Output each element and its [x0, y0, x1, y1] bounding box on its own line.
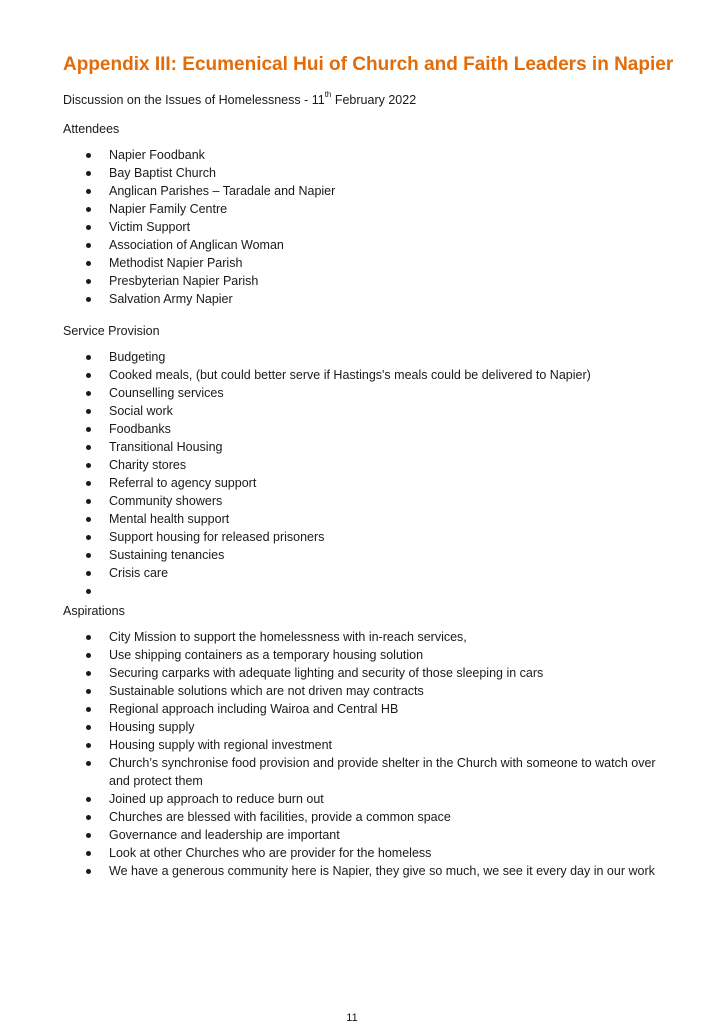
- list-item: [63, 510, 663, 528]
- list-item: [63, 348, 663, 366]
- aspirations-heading: Aspirations: [63, 604, 125, 618]
- bullet-icon: [86, 571, 91, 576]
- list-item: [63, 646, 663, 664]
- bullet-icon: [86, 499, 91, 504]
- bullet-icon: [86, 815, 91, 820]
- discussion-subtitle: [63, 91, 663, 109]
- list-item-text: Housing supply with regional investment: [109, 738, 333, 752]
- list-item: [63, 366, 663, 384]
- page-title: Appendix III: Ecumenical Hui of Church and Faith Leaders in Napier: [63, 54, 674, 75]
- list-item-text: Referral to agency support: [109, 476, 257, 490]
- bullet-icon: [86, 589, 91, 594]
- bullet-icon: [86, 851, 91, 856]
- list-item-text: Charity stores: [109, 458, 187, 472]
- list-item-text: Sustaining tenancies: [109, 548, 225, 562]
- list-item: [63, 862, 663, 880]
- list-item: [63, 474, 663, 492]
- bullet-icon: [86, 225, 91, 230]
- bullet-icon: [86, 743, 91, 748]
- list-item: [63, 528, 663, 546]
- list-item-text: Presbyterian Napier Parish: [109, 274, 259, 288]
- list-item-text: Support housing for released prisoners: [109, 530, 325, 544]
- subtitle-prefix: Discussion on the Issues of Homelessness - 11: [63, 93, 325, 107]
- document-page: [63, 52, 674, 894]
- service-provision-list: [63, 348, 663, 600]
- list-item-text: Transitional Housing: [109, 440, 223, 454]
- bullet-icon: [86, 635, 91, 640]
- list-item: [63, 492, 663, 510]
- bullet-icon: [86, 409, 91, 414]
- subtitle-suffix: February 2022: [331, 93, 417, 107]
- list-item: [63, 682, 663, 700]
- list-item: [63, 718, 663, 736]
- list-item: [63, 628, 663, 646]
- list-item: [63, 546, 663, 564]
- list-item: [63, 254, 663, 272]
- bullet-icon: [86, 427, 91, 432]
- list-item-text: Sustainable solutions which are not driven may contracts: [109, 684, 424, 698]
- list-item: [63, 272, 663, 290]
- list-item-text: Budgeting: [109, 350, 166, 364]
- list-item-text: We have a generous community here is Napier, they give so much, we see it every day in our work: [109, 864, 655, 878]
- list-item-text: Social work: [109, 404, 173, 418]
- bullet-icon: [86, 171, 91, 176]
- attendees-list: [63, 146, 663, 308]
- bullet-icon: [86, 707, 91, 712]
- list-item-text: Joined up approach to reduce burn out: [109, 792, 324, 806]
- list-item-text: Association of Anglican Woman: [109, 238, 284, 252]
- bullet-icon: [86, 517, 91, 522]
- bullet-icon: [86, 153, 91, 158]
- list-item: [63, 146, 663, 164]
- list-item-text: Crisis care: [109, 566, 169, 580]
- list-item: [63, 808, 663, 826]
- list-item: [63, 438, 663, 456]
- bullet-icon: [86, 653, 91, 658]
- list-item: [63, 736, 663, 754]
- bullet-icon: [86, 725, 91, 730]
- list-item-text: City Mission to support the homelessness with in-reach services,: [109, 630, 467, 644]
- list-item: [63, 754, 663, 790]
- list-item: [63, 456, 663, 474]
- list-item-text: Anglican Parishes – Taradale and Napier: [109, 184, 336, 198]
- list-item: [63, 182, 663, 200]
- bullet-icon: [86, 261, 91, 266]
- list-item-text: Housing supply: [109, 720, 195, 734]
- list-item: [63, 290, 663, 308]
- bullet-icon: [86, 297, 91, 302]
- list-item: [63, 700, 663, 718]
- list-item: [63, 826, 663, 844]
- list-item-text: Methodist Napier Parish: [109, 256, 243, 270]
- list-item-text: Look at other Churches who are provider for the homeless: [109, 846, 432, 860]
- list-item-text: Foodbanks: [109, 422, 171, 436]
- list-item: [63, 236, 663, 254]
- list-item-text: Bay Baptist Church: [109, 166, 216, 180]
- list-item-text: Use shipping containers as a temporary housing solution: [109, 648, 424, 662]
- list-item: [63, 844, 663, 862]
- aspirations-list: [63, 628, 663, 880]
- list-item-text: Mental health support: [109, 512, 230, 526]
- list-item-text: Victim Support: [109, 220, 191, 234]
- list-item-text: Counselling services: [109, 386, 224, 400]
- list-item: [63, 790, 663, 808]
- page-number: 11: [346, 1012, 358, 1024]
- list-item-text: Salvation Army Napier: [109, 292, 233, 306]
- service-provision-heading: Service Provision: [63, 324, 160, 338]
- list-item-text: Churches are blessed with facilities, provide a common space: [109, 810, 451, 824]
- list-item-text: Community showers: [109, 494, 223, 508]
- list-item: [63, 564, 663, 582]
- bullet-icon: [86, 355, 91, 360]
- list-item-text: Securing carparks with adequate lighting and security of those sleeping in cars: [109, 666, 544, 680]
- list-item-text: Cooked meals, (but could better serve if Hastings's meals could be delivered to Napier): [109, 368, 591, 382]
- list-item-text: Governance and leadership are important: [109, 828, 340, 842]
- bullet-icon: [86, 481, 91, 486]
- bullet-icon: [86, 761, 91, 766]
- bullet-icon: [86, 671, 91, 676]
- list-item-text: Church’s synchronise food provision and provide shelter in the Church with someone to watch over and protect them: [109, 756, 656, 788]
- bullet-icon: [86, 463, 91, 468]
- list-item: [63, 164, 663, 182]
- bullet-icon: [86, 243, 91, 248]
- bullet-icon: [86, 797, 91, 802]
- bullet-icon: [86, 373, 91, 378]
- list-item: [63, 200, 663, 218]
- bullet-icon: [86, 445, 91, 450]
- list-item: [63, 402, 663, 420]
- bullet-icon: [86, 207, 91, 212]
- list-item-text: Napier Foodbank: [109, 148, 205, 162]
- bullet-icon: [86, 553, 91, 558]
- bullet-icon: [86, 689, 91, 694]
- list-item: [63, 420, 663, 438]
- bullet-icon: [86, 279, 91, 284]
- attendees-heading: Attendees: [63, 122, 120, 136]
- list-item: [63, 384, 663, 402]
- bullet-icon: [86, 869, 91, 874]
- list-item: [63, 582, 663, 600]
- bullet-icon: [86, 535, 91, 540]
- bullet-icon: [86, 189, 91, 194]
- list-item: [63, 664, 663, 682]
- list-item-text: Regional approach including Wairoa and Central HB: [109, 702, 399, 716]
- bullet-icon: [86, 391, 91, 396]
- list-item: [63, 218, 663, 236]
- subtitle-superscript: th: [324, 90, 332, 99]
- bullet-icon: [86, 833, 91, 838]
- list-item-text: Napier Family Centre: [109, 202, 228, 216]
